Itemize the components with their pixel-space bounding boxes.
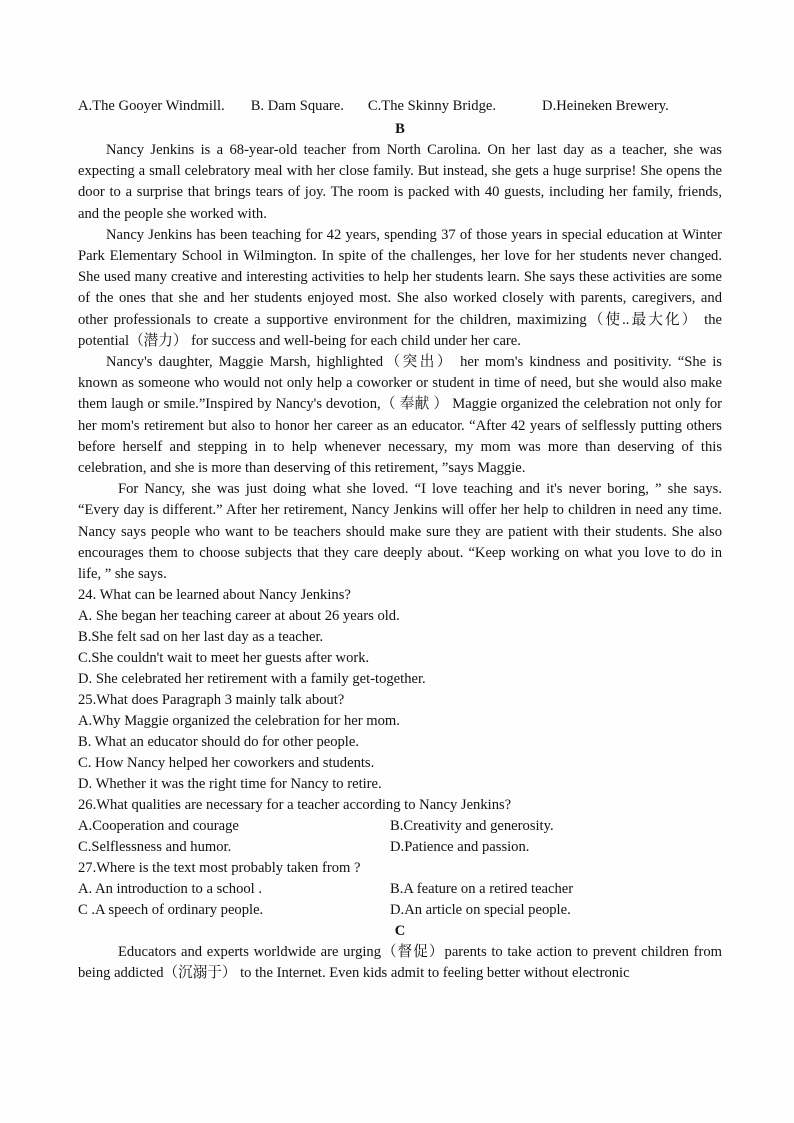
question-27-option-a[interactable]: A. An introduction to a school . [78, 881, 263, 898]
page-content [78, 96, 722, 985]
question-27-stem: 27.Where is the text most probably taken from ? [78, 860, 361, 877]
section-heading-b: B [395, 121, 405, 137]
question-27-option-row-2 [78, 900, 722, 921]
section-b-paragraph-1: Nancy Jenkins is a 68-year-old teacher from North Carolina. On her last day as a teacher, she was expecting a small celebratory meal with her close family. But instead, she gets a huge surprise! She opens the door to a surprise that brings tears of joy. The room is packed with 40 guests, including her family, friends, and the people she worked with. [78, 142, 722, 222]
question-25-option-b[interactable]: B. What an educator should do for other people. [78, 734, 359, 751]
question-26-stem: 26.What qualities are necessary for a teacher according to Nancy Jenkins? [78, 797, 512, 814]
option-a-previous: A.The Gooyer Windmill. [78, 98, 225, 114]
question-24-option-c[interactable]: C.She couldn't wait to meet her guests after work. [78, 650, 370, 667]
question-25-option-d[interactable]: D. Whether it was the right time for Nancy to retire. [78, 776, 382, 793]
option-b-previous: B. Dam Square. [250, 98, 344, 114]
section-b-paragraph-3: Nancy's daughter, Maggie Marsh, highlighted（突出） her mom's kindness and positivity. “She is known as someone who would not only help a coworker or student in time of need, but she would also make them laugh or smile.”Inspired by Nancy's devotion,（ 奉献 ） Maggie organized the celebration not only for her mom's retirement but also to honor her career as an educator. “After 42 years of selflessly putting others before herself and stepping in to help whenever necessary, my mom was more than deserving of this celebration, and she is more than deserving of this retirement, ”says Maggie. [78, 354, 722, 477]
question-24-option-d[interactable]: D. She celebrated her retirement with a family get-together. [78, 671, 426, 688]
question-26-option-row-1 [78, 816, 722, 837]
question-26-option-c[interactable]: C.Selflessness and humor. [78, 839, 232, 856]
question-24-option-a[interactable]: A. She began her teaching career at about 26 years old. [78, 608, 400, 625]
section-heading-c: C [394, 923, 406, 940]
section-c-paragraph-1: Educators and experts worldwide are urging（督促）parents to take action to prevent children from being addicted（沉溺于） to the Internet. Even kids admit to feeling better without electronic [78, 944, 722, 982]
question-27-option-b[interactable]: B.A feature on a retired teacher [390, 881, 574, 898]
question-25-option-a[interactable]: A.Why Maggie organized the celebration for her mom. [78, 713, 400, 730]
question-27-option-row-1 [78, 879, 722, 900]
question-26-option-a[interactable]: A.Cooperation and courage [78, 818, 239, 835]
question-25-option-c[interactable]: C. How Nancy helped her coworkers and students. [78, 755, 375, 772]
question-27-option-c[interactable]: C .A speech of ordinary people. [78, 902, 264, 919]
question-24-option-b[interactable]: B.She felt sad on her last day as a teacher. [78, 629, 324, 646]
question-24-stem: 24. What can be learned about Nancy Jenkins? [78, 587, 351, 604]
option-d-previous: D.Heineken Brewery. [542, 98, 669, 114]
question-26-option-d[interactable]: D.Patience and passion. [390, 839, 530, 856]
question-26-option-b[interactable]: B.Creativity and generosity. [390, 818, 554, 835]
question-27-option-d[interactable]: D.An article on special people. [390, 902, 571, 919]
question-25-stem: 25.What does Paragraph 3 mainly talk about? [78, 692, 345, 709]
question-26-option-row-2 [78, 837, 722, 858]
option-c-previous: C.The Skinny Bridge. [367, 98, 497, 114]
section-b-paragraph-4: For Nancy, she was just doing what she loved. “I love teaching and it's never boring, ” she says. “Every day is different.” After her retirement, Nancy Jenkins will offer her help to children in need any time. Nancy says people who want to be teachers should make sure they are patient with their students. She also encourages them to choose subjects that they care deeply about. “Keep working on what you love to do in life, ” she says. [78, 481, 722, 583]
previous-question-options-row [78, 96, 722, 117]
section-b-paragraph-2: Nancy Jenkins has been teaching for 42 years, spending 37 of those years in special education at Winter Park Elementary School in Wilmington. In spite of the challenges, her love for her students never changed. She used many creative and interesting activities to help her students learn. She says these activities are some of the ones that she and her students enjoyed most. She also worked closely with parents, caregivers, and other professionals to create a supportive environment for the children, maximizing（使..最大化） the potential（潜力） for success and well-being for each child under her care. [78, 226, 722, 349]
